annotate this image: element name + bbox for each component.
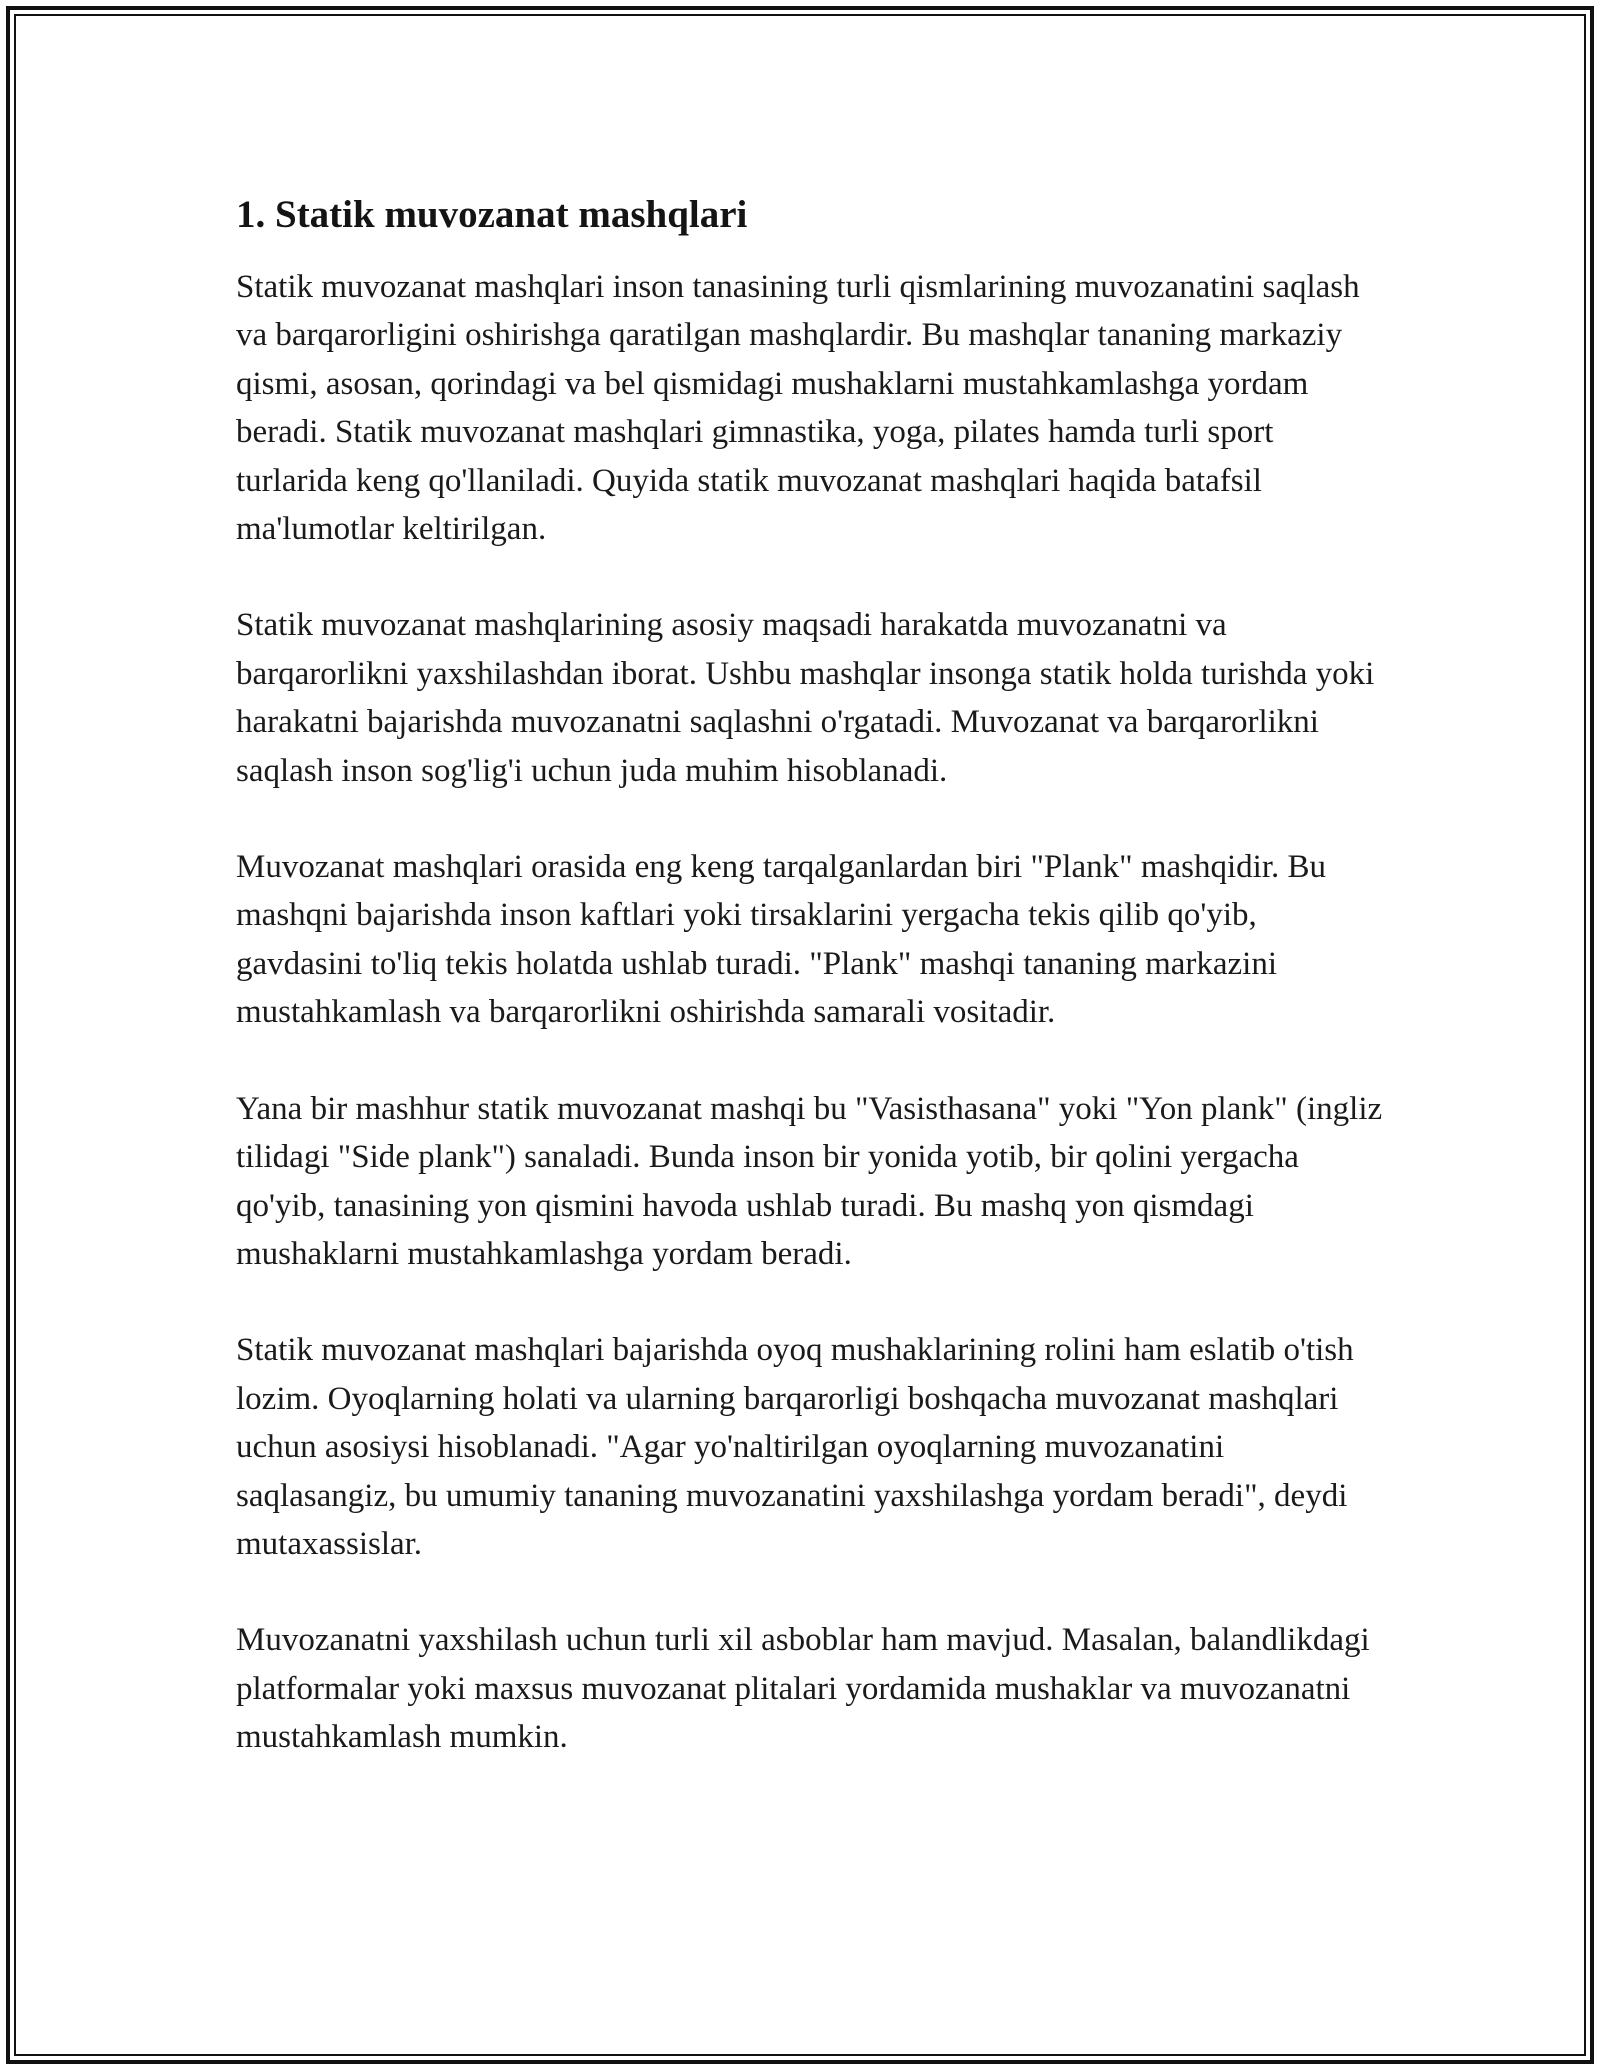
paragraph-equipment: Muvozanatni yaxshilash uchun turli xil asboblar ham mavjud. Masalan, balandlikdagi platformalar yoki maxsus muvozanat plitalari yordamida mushaklar va muvozanatni mustahkamlash mumkin. (236, 1622, 1370, 1756)
paragraph-purpose: Statik muvozanat mashqlarining asosiy maqsadi harakatda muvozanatni va barqarorlikni yaxshilashdan iborat. Ushbu mashqlar insonga statik holda turishda yoki harakatni bajarishda muvozanatni saqlashni o'rgatadi. Muvozanat va barqarorlikni saqlash inson sog'lig'i uchun juda muhim hisoblanadi. (236, 607, 1375, 789)
document-body (236, 183, 1386, 1762)
paragraph-leg-muscles: Statik muvozanat mashqlari bajarishda oyoq mushaklarining rolini ham eslatib o'tish lozim. Oyoqlarning holati va ularning barqarorligi boshqacha muvozanat mashqlari uchun asosiysi hisoblanadi. "Agar yo'naltirilgan oyoqlarning muvozanatini saqlasangiz, bu umumiy tananing muvozanatini yaxshilashga yordam beradi", deydi mutaxassislar. (236, 1332, 1354, 1562)
paragraph-plank: Muvozanat mashqlari orasida eng keng tarqalganlardan biri "Plank" mashqidir. Bu mashqni bajarishda inson kaftlari yoki tirsaklarini yergacha tekis qilib qo'yib, gavdasini to'liq tekis holatda ushlab turadi. "Plank" mashqi tananing markazini mustahkamlash va barqarorlikni oshirishda samarali vositadir. (236, 849, 1326, 1031)
section-heading: 1. Statik muvozanat mashqlari (236, 193, 748, 236)
paragraph-intro: Statik muvozanat mashqlari inson tanasining turli qismlarining muvozanatini saqlash va barqarorligini oshirishga qaratilgan mashqlardir. Bu mashqlar tananing markaziy qismi, asosan, qorindagi va bel qismidagi mushaklarni mustahkamlashga yordam beradi. Statik muvozanat mashqlari gimnastika, yoga, pilates hamda turli sport turlarida keng qo'llaniladi. Quyida statik muvozanat mashqlari haqida batafsil ma'lumotlar keltirilgan. (236, 269, 1360, 548)
paragraph-side-plank: Yana bir mashhur statik muvozanat mashqi bu "Vasisthasana" yoki "Yon plank" (ingliz tilidagi "Side plank") sanaladi. Bunda inson bir yonida yotib, bir qolini yergacha qo'yib, tanasining yon qismini havoda ushlab turadi. Bu mashq yon qismdagi mushaklarni mustahkamlashga yordam beradi. (236, 1090, 1383, 1272)
